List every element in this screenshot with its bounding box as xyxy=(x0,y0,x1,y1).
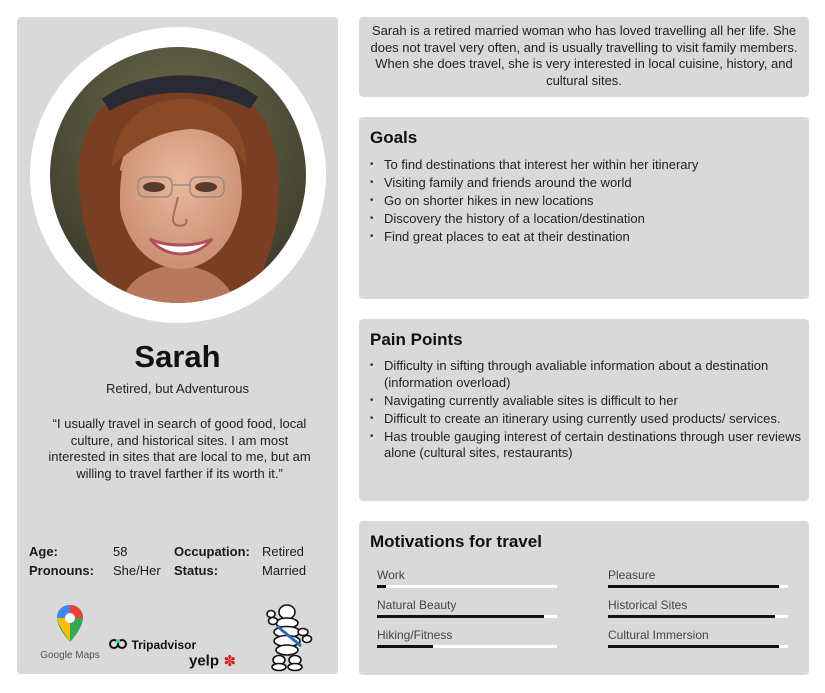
pain-points-title: Pain Points xyxy=(370,330,463,349)
motivation-meter-hiking-fitness xyxy=(377,628,557,648)
meter-fill xyxy=(377,585,386,588)
list-item: • Has trouble gauging interest of certain destinations through user reviews alone (cultural sites, restaurants) xyxy=(370,429,802,462)
persona-quote: “I usually travel in search of good food, local culture, and historical sites. I am most interested in sites that are local to me, but am willing to travel farther if its worth it.” xyxy=(48,416,311,481)
list-item: • Difficulty in sifting through avaliable information about a destination (information overload) xyxy=(370,358,802,391)
yelp-wordmark: yelp xyxy=(189,652,220,670)
michelin-man-icon xyxy=(257,602,313,672)
goals-list xyxy=(370,156,802,246)
motivations-title: Motivations for travel xyxy=(370,532,542,551)
avatar xyxy=(50,47,306,303)
age-value: 58 xyxy=(113,544,128,559)
list-item: • Discovery the history of a location/destination xyxy=(370,210,802,228)
map-pin-icon xyxy=(55,604,85,644)
meter-label: Pleasure xyxy=(608,568,656,582)
list-item: • Visiting family and friends around the world xyxy=(370,174,802,192)
meter-track xyxy=(608,615,788,618)
status-value: Married xyxy=(262,563,307,578)
app-logos xyxy=(17,602,338,674)
motivation-meter-pleasure xyxy=(608,568,788,588)
bio-text: Sarah is a retired married woman who has loved travelling all her life. She does not travel very often, and is usually travelling to visit family members. When she does travel, she is very interested in local cuisine, history, and cultural sites. xyxy=(370,23,798,88)
persona-tagline: Retired, but Adventurous xyxy=(105,381,250,396)
meter-fill xyxy=(608,645,779,648)
meter-label: Hiking/Fitness xyxy=(377,628,453,642)
status-label: Status: xyxy=(174,563,219,578)
meter-track xyxy=(608,645,788,648)
meter-fill xyxy=(608,585,779,588)
persona-name: Sarah xyxy=(134,339,221,374)
age-label: Age: xyxy=(29,544,58,559)
michelin-logo xyxy=(257,602,313,672)
tripadvisor-logo xyxy=(109,636,196,654)
avatar-frame xyxy=(30,27,326,323)
pain-points-list xyxy=(370,358,802,463)
meter-track xyxy=(377,645,557,648)
pronouns-value: She/Her xyxy=(113,563,161,578)
meter-label: Historical Sites xyxy=(608,598,688,612)
list-item: • To find destinations that interest her within her itinerary xyxy=(370,156,802,174)
motivation-meter-work xyxy=(377,568,557,588)
pronouns-label: Pronouns: xyxy=(29,563,94,578)
list-item: • Go on shorter hikes in new locations xyxy=(370,192,802,210)
google-maps-wordmark: Google Maps xyxy=(40,650,100,661)
persona-profile-card xyxy=(17,17,338,674)
list-item: • Difficult to create an itinerary using currently used products/ services. xyxy=(370,411,802,428)
motivation-meter-natural-beauty xyxy=(377,598,557,618)
bio-card xyxy=(359,17,809,97)
motivation-meter-historical-sites xyxy=(608,598,788,618)
meter-track xyxy=(608,585,788,588)
occupation-label: Occupation: xyxy=(174,544,250,559)
occupation-value: Retired xyxy=(262,544,304,559)
motivations-card xyxy=(359,521,809,675)
yelp-burst-icon: ✽ xyxy=(223,653,237,670)
meter-label: Natural Beauty xyxy=(377,598,457,612)
meter-track xyxy=(377,585,557,588)
goals-card xyxy=(359,117,809,299)
meter-fill xyxy=(377,615,544,618)
list-item: • Navigating currently avaliable sites is difficult to her xyxy=(370,393,802,410)
avatar-portrait xyxy=(50,47,306,303)
meter-fill xyxy=(377,645,433,648)
yelp-logo xyxy=(189,652,236,670)
motivation-meter-cultural-immersion xyxy=(608,628,788,648)
meter-track xyxy=(377,615,557,618)
meter-label: Work xyxy=(377,568,405,582)
tripadvisor-wordmark: Tripadvisor xyxy=(131,637,197,652)
owl-icon xyxy=(109,639,127,650)
meter-fill xyxy=(608,615,775,618)
meter-label: Cultural Immersion xyxy=(608,628,709,642)
goals-title: Goals xyxy=(370,128,418,147)
list-item: • Find great places to eat at their destination xyxy=(370,228,802,246)
google-maps-logo xyxy=(35,604,105,661)
pain-points-card xyxy=(359,319,809,501)
